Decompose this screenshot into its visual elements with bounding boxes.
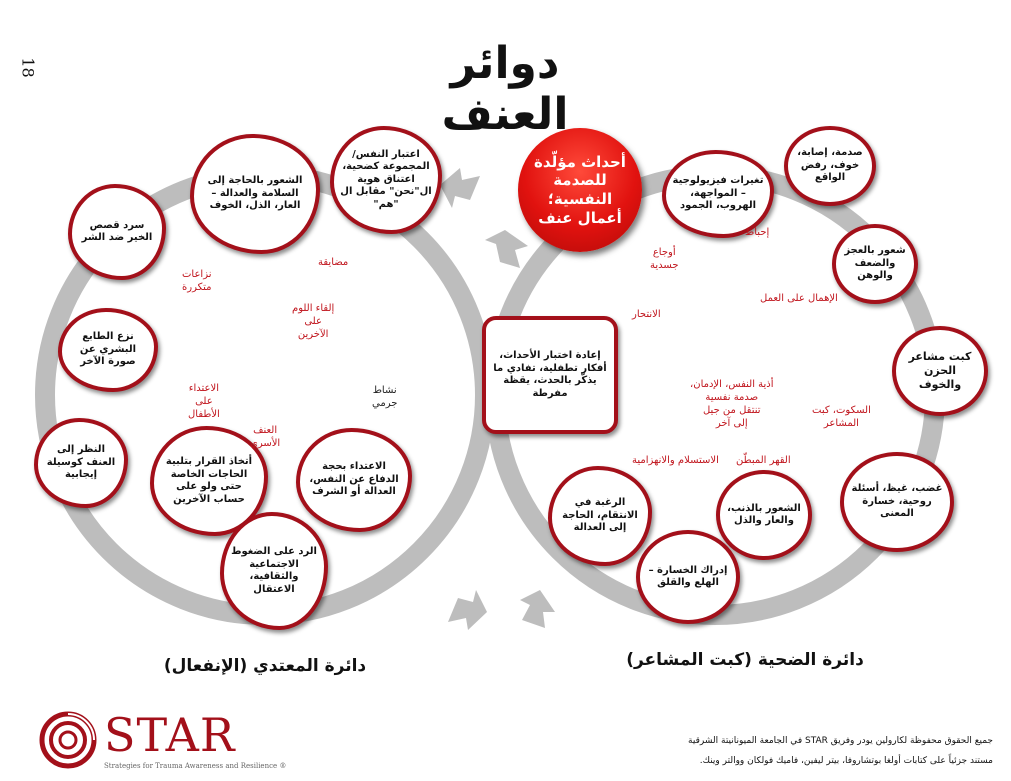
copyright-line-1: جميع الحقوق محفوظة لكارولين يودر وفريق STAR في الجامعة الميونانيتة الشرقية	[688, 736, 993, 746]
silence-label: السكوت، كبت المشاعر	[812, 405, 871, 429]
arrow-down-left	[448, 590, 487, 630]
dehumanize-other-node: نزع الطابع البشري عن صورة الآخر	[58, 308, 158, 392]
reliving-events-node: إعادة اختبار الأحداث، أفكار تطفلية، تفادي ما يذكّر بالحدث، يقظة مفرطة	[482, 316, 618, 434]
need-safety-justice-node: الشعور بالحاجة إلى السلامة والعدالة – العار، الذل، الخوف	[190, 134, 320, 254]
page-title: دوائر العنف	[441, 38, 569, 140]
star-logo-swirl-icon	[38, 710, 98, 770]
page-number: 18	[18, 57, 38, 78]
blame-others-label: إلقاء اللوم على الآخرين	[292, 303, 335, 340]
suicide-label: الانتحار	[632, 309, 661, 320]
body-pain-label: أوجاع جسدية	[650, 247, 679, 271]
hidden-anger-label: القهر المبطّن	[736, 455, 791, 466]
copyright-line-2: مستند جزئياً على كتابات أولغا بوتشاروفا، بيتر ليفين، فاميك فولكان ووالتر وينك.	[699, 755, 993, 766]
attack-self-defense-node: الاعتداء بحجة الدفاع عن النفس، العدالة أو الشرف	[296, 428, 412, 532]
aggressor-cycle-caption: دائرة المعتدي (الإنفعال)	[163, 656, 367, 676]
star-logo	[38, 708, 287, 770]
physiological-changes-node: تغيرات فيزيولوجية – المواجهة، الهروب، الجمود	[662, 150, 774, 238]
self-as-victim-node: اعتبار النفس/المجموعة كضحية، اعتناق هوية ال"نحن" مقابل ال "هم"	[330, 126, 442, 234]
anger-rage-node: غضب، غيظ، أسئلة روحية، خسارة المعنى	[840, 452, 954, 552]
victim-cycle-caption: دائرة الضحية (كبت المشاعر)	[626, 650, 864, 670]
arrow-down-right	[520, 590, 555, 628]
frustration-label: إحباط	[745, 227, 770, 238]
helplessness-node: شعور بالعجز والضعف والوهن	[832, 224, 918, 304]
arrow-up-right	[440, 168, 480, 208]
response-to-pressures-node: الرد على الضغوط الاجتماعية والثقافية، الاعتقال	[220, 512, 328, 630]
child-abuse-label: الاعتداء على الأطفال	[188, 383, 220, 420]
logo-subtitle: Strategies for Trauma Awareness and Resilience ®	[104, 762, 287, 770]
loss-awareness-node: إدراك الخسارة – الهلع والقلق	[636, 530, 740, 624]
neglect-work-label: الإهمال على العمل	[760, 293, 838, 304]
harassment-label: مضايقة	[318, 257, 349, 268]
violence-positive-means-node: النظر إلى العنف كوسيلة إيجابية	[34, 418, 128, 508]
criminal-activity-label: نشاط جرمي	[372, 385, 398, 409]
intergenerational-label: أذية النفس، الإدمان، صدمة نفسية تنتقل من جيل إلى آخر	[690, 379, 774, 429]
logo-word: STAR	[104, 708, 236, 762]
revenge-desire-node: الرغبة في الانتقام، الحاجة إلى العدالة	[548, 466, 652, 566]
domestic-violence-label: العنف الأسري	[250, 425, 281, 449]
decision-own-needs-node: أتخاذ القرار بتلبية الحاجات الخاصة حتى ولو على حساب الآخرين	[150, 426, 268, 536]
repeated-conflicts-label: نزاعات متكررة	[182, 269, 212, 293]
guilt-shame-node: الشعور بالذنب، والعار والذل	[716, 470, 812, 560]
suppress-sadness-fear-node: كبت مشاعر الحزن والخوف	[892, 326, 988, 416]
good-vs-evil-narrative-node: سرد قصص الخير ضد الشر	[68, 184, 166, 280]
trauma-events-hub: أحداث مؤلّدة للصدمة النفسية؛ أعمال عنف	[518, 128, 642, 252]
arrow-to-hub	[485, 230, 528, 268]
shock-node: صدمة، إصابة، خوف، رفض الواقع	[784, 126, 876, 206]
copyright-notice	[573, 732, 993, 772]
surrender-label: الاستسلام والانهزامية	[632, 455, 719, 466]
